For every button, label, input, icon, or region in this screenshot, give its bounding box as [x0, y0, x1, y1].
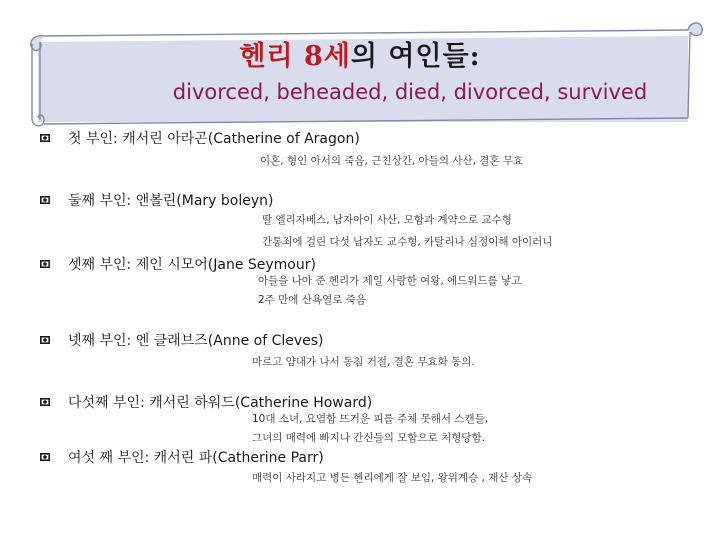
subtitle: divorced, beheaded, died, divorced, survived [172, 80, 648, 104]
wife-2-detail: 간통죄에 걸린 다섯 남자도 교수형, 카탈리나 심정이해 아이러니 [262, 236, 553, 248]
wife-6-detail: 매력이 사라지고 병든 헨리에게 잘 보임, 왕위계승 , 재산 상속 [252, 472, 533, 484]
wife-5-detail: 그녀의 매력에 빠지나 간신들의 모함으로 처형당함. [252, 432, 486, 444]
wife-3-heading: 셋째 부인: 제인 시모어(Jane Seymour) [68, 257, 316, 273]
wife-5-heading: 다섯째 부인: 캐서린 하워드(Catherine Howard) [68, 395, 373, 411]
wife-6-heading: 여섯 째 부인: 캐서린 파(Catherine Parr) [68, 450, 324, 466]
page-title [0, 34, 720, 73]
bullet-icon [40, 398, 50, 406]
title-rest: 의 여인들: [350, 41, 481, 72]
wife-3-detail: 아들을 나아 준 헨리가 제일 사랑한 여왕, 에드워드를 낳고 [258, 275, 522, 287]
bullet-icon [40, 453, 50, 461]
wife-4-heading: 넷째 부인: 엔 클래브즈(Anne of Cleves) [68, 333, 324, 349]
wife-4-detail: 마르고 얌내가 나서 동침 거절, 결혼 무효화 동의. [252, 356, 475, 368]
wife-1-detail: 이혼, 형인 아서의 죽음, 근친상간, 아들의 사산, 결혼 무효 [260, 155, 524, 167]
wife-1-heading: 첫 부인: 캐서린 아라곤(Catherine of Aragon) [68, 131, 360, 147]
bullet-icon [40, 134, 50, 142]
wife-5-detail: 10대 소녀, 요염함 뜨거운 피를 주체 못해서 스캔들, [252, 413, 489, 425]
wife-2-detail: 딸 엘리자베스, 남자아이 사산, 모함과 계약으로 교수형 [262, 214, 512, 226]
wife-3-detail: 2주 만에 산욕열로 죽음 [258, 294, 366, 306]
wife-2-heading: 둘째 부인: 앤볼린(Mary boleyn) [68, 193, 274, 209]
title-accent: 헨리 8세 [239, 41, 351, 72]
bullet-icon [40, 336, 50, 344]
bullet-icon [40, 196, 50, 204]
bullet-icon [40, 260, 50, 268]
